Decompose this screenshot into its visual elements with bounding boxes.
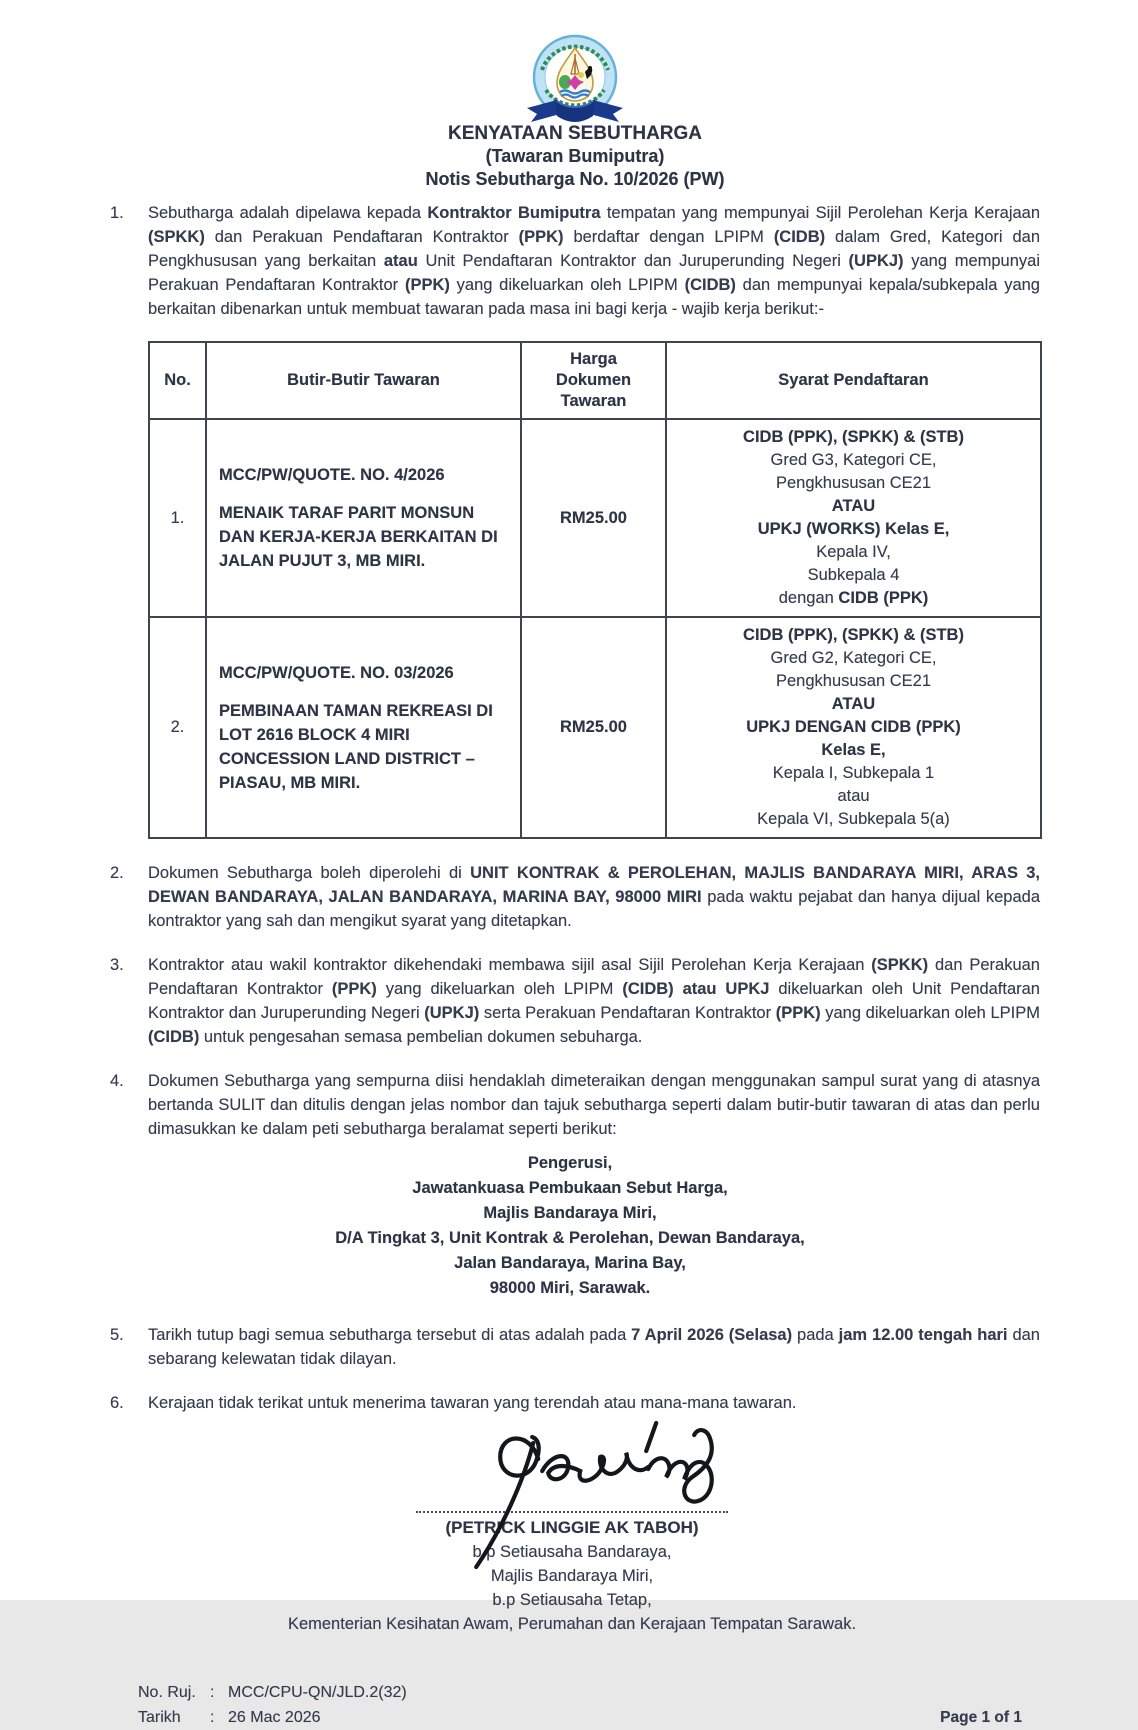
row1-syarat: CIDB (PPK), (SPKK) & (STB) Gred G3, Kategori CE, Pengkhususan CE21 ATAU UPKJ (WORKS) Kelas E, Kepala IV, Subkepala 4 dengan CIDB (PPK) [666,419,1041,617]
paragraph-5 [110,1323,1040,1371]
paragraph-6 [110,1391,1040,1415]
table-header-butir: Butir-Butir Tawaran [206,342,521,419]
row2-no: 2. [149,617,206,838]
footer-left [138,1680,407,1730]
paragraph-5-text: Tarikh tutup bagi semua sebutharga tersebut di atas adalah pada 7 April 2026 (Selasa) pada jam 12.00 tengah hari dan sebarang kelewatan tidak dilayan. [148,1326,1040,1368]
table-header-syarat: Syarat Pendaftaran [666,342,1041,419]
date-label: Tarikh [138,1709,181,1726]
row1-price: RM25.00 [521,419,666,617]
row2-quote-ref: MCC/PW/QUOTE. NO. 03/2026 [219,663,454,682]
paragraph-3 [110,953,1040,1049]
paragraph-3-number: 3. [110,956,124,974]
date-row: Tarikh : 26 Mac 2026 [138,1705,407,1730]
signature-block [104,1511,1040,1636]
row1-butir [206,419,521,617]
notice-number: Notis Sebutharga No. 10/2026 (PW) [425,169,725,189]
page-number: Page 1 of 1 [940,1709,1022,1726]
row2-price: RM25.00 [521,617,666,838]
submission-address: Pengerusi, Jawatankuasa Pembukaan Sebut Harga, Majlis Bandaraya Miri, D/A Tingkat 3, Unit Kontrak & Perolehan, Dewan Bandaraya, Jalan Bandaraya, Marina Bay, 98000 Miri, Sarawak. [335,1154,805,1297]
paragraph-3-text: Kontraktor atau wakil kontraktor dikehendaki membawa sijil asal Sijil Perolehan Kerja Kerajaan (SPKK) dan Perakuan Pendaftaran Kontraktor (PPK) yang dikeluarkan oleh LPIPM (CIDB) atau UPKJ dikeluarkan oleh Unit Pendaftaran Kontraktor dan Juruperunding Negeri (UPKJ) serta Perakuan Pendaftaran Kontraktor (PPK) yang dikeluarkan oleh LPIPM (CIDB) untuk pengesahan semasa pembelian dokumen sebuharga. [148,956,1040,1046]
paragraph-4-text: Dokumen Sebutharga yang sempurna diisi hendaklah dimeteraikan dengan menggunakan sampul surat yang di atasnya bertanda SULIT dan ditulis dengan jelas nombor dan tajuk sebutharga seperti dalam butir-butir tawaran di atas dan perlu dimasukkan ke dalam peti sebutharga beralamat seperti berikut: [148,1072,1040,1138]
document-title: KENYATAAN SEBUTHARGA [447,123,703,144]
row1-work-title: MENAIK TARAF PARIT MONSUN DAN KERJA-KERJA BERKAITAN DI JALAN PUJUT 3, MB MIRI. [219,504,498,570]
signatory-name: (PETRICK LINGGIE AK TABOH) [445,1518,699,1537]
miri-city-council-crest-icon [513,34,637,126]
tender-table [148,341,1042,839]
date-value: 26 Mac 2026 [228,1709,321,1726]
table-row [149,617,1041,838]
row1-no: 1. [149,419,206,617]
row2-butir [206,617,521,838]
row1-quote-ref: MCC/PW/QUOTE. NO. 4/2026 [219,466,445,484]
row2-work-title: PEMBINAAN TAMAN REKREASI DI LOT 2616 BLOCK 4 MIRI CONCESSION LAND DISTRICT – PIASAU, MB MIRI. [219,701,493,792]
document-subtitle: (Tawaran Bumiputra) [485,146,665,166]
paragraph-1-text: Sebutharga adalah dipelawa kepada Kontraktor Bumiputra tempatan yang mempunyai Sijil Perolehan Kerja Kerajaan (SPKK) dan Perakuan Pendaftaran Kontraktor (PPK) berdaftar dengan LPIPM (CIDB) dalam Gred, Kategori dan Pengkhususan yang berkaitan atau Unit Pendaftaran Kontraktor dan Juruperunding Negeri (UPKJ) yang mempunyai Perakuan Pendaftaran Kontraktor (PPK) yang dikeluarkan oleh LPIPM (CIDB) dan mempunyai kepala/subkepala yang berkaitan dibenarkan untuk membuat tawaran pada masa ini bagi kerja - wajib kerja berikut:- [148,204,1041,318]
table-header-harga: Harga Dokumen Tawaran [521,342,666,419]
paragraph-4-number: 4. [110,1072,124,1090]
table-header-no: No. [149,342,206,419]
reference-label: No. Ruj. [138,1684,196,1701]
row2-syarat: CIDB (PPK), (SPKK) & (STB) Gred G2, Kategori CE, Pengkhususan CE21 ATAU UPKJ DENGAN CIDB (PPK) Kelas E, Kepala I, Subkepala 1 atau Kepala VI, Subkepala 5(a) [666,617,1041,838]
paragraph-6-number: 6. [110,1394,124,1412]
paragraph-6-text: Kerajaan tidak terikat untuk menerima tawaran yang terendah atau mana-mana tawaran. [148,1394,797,1412]
table-row [149,419,1041,617]
document-footer [110,1680,1040,1730]
paragraph-2-text: Dokumen Sebutharga boleh diperolehi di UNIT KONTRAK & PEROLEHAN, MAJLIS BANDARAYA MIRI, ARAS 3, DEWAN BANDARAYA, JALAN BANDARAYA, MARINA BAY, 98000 MIRI pada waktu pejabat dan hanya dijual kepada kontraktor yang sah dan mengikut syarat yang ditetapkan. [148,864,1041,930]
paragraph-1-number: 1. [110,204,124,222]
paragraph-4 [110,1069,1040,1141]
reference-value: MCC/CPU-QN/JLD.2(32) [228,1684,407,1701]
paragraph-5-number: 5. [110,1326,124,1344]
paragraph-2-number: 2. [110,864,124,882]
paragraph-2 [110,861,1040,933]
signature-dotted-line [416,1511,728,1513]
table-header-row [149,342,1041,419]
signatory-titles: b.p Setiausaha Bandaraya, Majlis Bandaraya Miri, b.p Setiausaha Tetap, Kementerian Kesihatan Awam, Perumahan dan Kerajaan Tempatan Sarawak. [287,1543,857,1633]
document-header [110,34,1040,191]
paragraph-1 [110,201,1040,321]
reference-number-row: No. Ruj. : MCC/CPU-QN/JLD.2(32) [138,1680,407,1705]
